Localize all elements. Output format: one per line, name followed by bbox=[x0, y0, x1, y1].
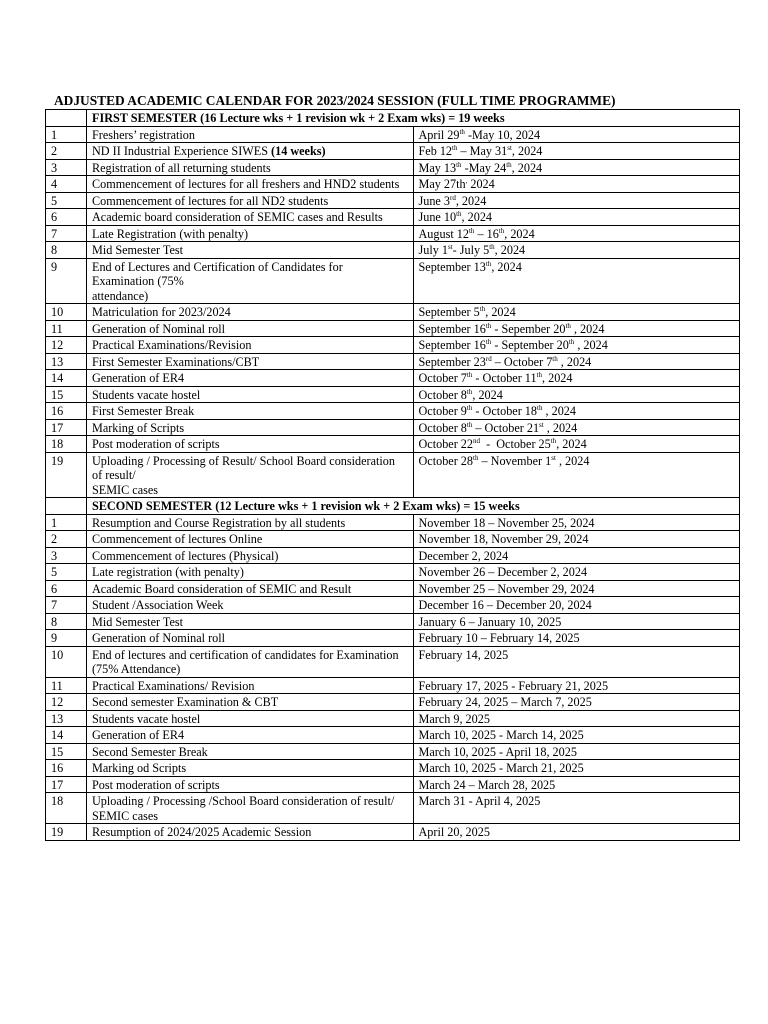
table-row bbox=[46, 176, 740, 193]
row-number: 1 bbox=[46, 514, 87, 531]
table-row bbox=[46, 793, 740, 824]
table-row bbox=[46, 677, 740, 694]
row-date: July 1st- July 5th, 2024 bbox=[413, 242, 740, 259]
row-number: 17 bbox=[46, 419, 87, 436]
row-number: 13 bbox=[46, 710, 87, 727]
row-date: August 12th – 16th, 2024 bbox=[413, 225, 740, 242]
row-date: Feb 12th – May 31st, 2024 bbox=[413, 143, 740, 160]
table-row bbox=[46, 403, 740, 420]
row-activity: Post moderation of scripts bbox=[87, 436, 414, 453]
table-row bbox=[46, 353, 740, 370]
row-activity: Academic board consideration of SEMIC cases and Results bbox=[87, 209, 414, 226]
row-date: May 13th -May 24th, 2024 bbox=[413, 159, 740, 176]
row-activity: Commencement of lectures (Physical) bbox=[87, 547, 414, 564]
row-number: 5 bbox=[46, 564, 87, 581]
row-activity: Generation of Nominal roll bbox=[87, 320, 414, 337]
row-date: September 23rd – October 7th , 2024 bbox=[413, 353, 740, 370]
row-date: December 16 – December 20, 2024 bbox=[413, 597, 740, 614]
row-number: 18 bbox=[46, 793, 87, 824]
row-activity: Students vacate hostel bbox=[87, 386, 414, 403]
row-activity: Freshers’ registration bbox=[87, 126, 414, 143]
row-number: 5 bbox=[46, 192, 87, 209]
row-activity: Resumption of 2024/2025 Academic Session bbox=[87, 824, 414, 841]
row-activity: Commencement of lectures for all ND2 students bbox=[87, 192, 414, 209]
row-number: 15 bbox=[46, 386, 87, 403]
row-activity: Post moderation of scripts bbox=[87, 776, 414, 793]
row-activity: Commencement of lectures Online bbox=[87, 531, 414, 548]
table-row bbox=[46, 225, 740, 242]
table-row bbox=[46, 824, 740, 841]
table-row bbox=[46, 143, 740, 160]
row-number: 1 bbox=[46, 126, 87, 143]
row-number: 19 bbox=[46, 824, 87, 841]
table-row bbox=[46, 630, 740, 647]
row-activity: Generation of ER4 bbox=[87, 727, 414, 744]
table-row bbox=[46, 304, 740, 321]
row-activity: ND II Industrial Experience SIWES (14 weeks) bbox=[87, 143, 414, 160]
row-activity: End of lectures and certification of candidates for Examination (75% Attendance) bbox=[87, 646, 414, 677]
table-row bbox=[46, 776, 740, 793]
row-activity: Second Semester Break bbox=[87, 743, 414, 760]
row-activity: Academic Board consideration of SEMIC and Result bbox=[87, 580, 414, 597]
row-number: 13 bbox=[46, 353, 87, 370]
table-row bbox=[46, 386, 740, 403]
row-activity: Practical Examinations/ Revision bbox=[87, 677, 414, 694]
row-date: March 31 - April 4, 2025 bbox=[413, 793, 740, 824]
row-number: 3 bbox=[46, 159, 87, 176]
table-row bbox=[46, 743, 740, 760]
row-activity: Resumption and Course Registration by all students bbox=[87, 514, 414, 531]
table-row bbox=[46, 159, 740, 176]
table-row bbox=[46, 370, 740, 387]
heading-number-cell bbox=[46, 110, 87, 127]
row-activity: Generation of Nominal roll bbox=[87, 630, 414, 647]
row-date: October 8th – October 21st , 2024 bbox=[413, 419, 740, 436]
row-number: 8 bbox=[46, 613, 87, 630]
row-number: 7 bbox=[46, 597, 87, 614]
academic-calendar-table bbox=[45, 109, 740, 841]
row-number: 4 bbox=[46, 176, 87, 193]
row-activity: Mid Semester Test bbox=[87, 613, 414, 630]
row-date: November 18, November 29, 2024 bbox=[413, 531, 740, 548]
first-semester-heading: FIRST SEMESTER (16 Lecture wks + 1 revision wk + 2 Exam wks) = 19 weeks bbox=[87, 110, 740, 127]
row-date: October 7th - October 11th, 2024 bbox=[413, 370, 740, 387]
row-number: 10 bbox=[46, 646, 87, 677]
row-number: 10 bbox=[46, 304, 87, 321]
table-row bbox=[46, 613, 740, 630]
table-row bbox=[46, 760, 740, 777]
table-row bbox=[46, 436, 740, 453]
table-row bbox=[46, 580, 740, 597]
row-date: May 27th, 2024 bbox=[413, 176, 740, 193]
calendar-table-body bbox=[46, 110, 740, 841]
row-activity: Students vacate hostel bbox=[87, 710, 414, 727]
row-activity: Generation of ER4 bbox=[87, 370, 414, 387]
table-row bbox=[46, 710, 740, 727]
document-title: ADJUSTED ACADEMIC CALENDAR FOR 2023/2024 SESSION (FULL TIME PROGRAMME) bbox=[54, 93, 616, 108]
row-date: November 26 – December 2, 2024 bbox=[413, 564, 740, 581]
row-date: January 6 – January 10, 2025 bbox=[413, 613, 740, 630]
row-number: 16 bbox=[46, 403, 87, 420]
row-number: 2 bbox=[46, 143, 87, 160]
row-date: December 2, 2024 bbox=[413, 547, 740, 564]
row-activity: First Semester Examinations/CBT bbox=[87, 353, 414, 370]
row-number: 18 bbox=[46, 436, 87, 453]
row-date: October 22nd - October 25th, 2024 bbox=[413, 436, 740, 453]
row-number: 14 bbox=[46, 727, 87, 744]
row-date: November 18 – November 25, 2024 bbox=[413, 514, 740, 531]
row-activity: Student /Association Week bbox=[87, 597, 414, 614]
heading-number-cell bbox=[46, 498, 87, 515]
second-semester-heading-row bbox=[46, 498, 740, 515]
table-row bbox=[46, 597, 740, 614]
table-row bbox=[46, 337, 740, 354]
row-number: 16 bbox=[46, 760, 87, 777]
table-row bbox=[46, 242, 740, 259]
row-date: February 14, 2025 bbox=[413, 646, 740, 677]
row-date: October 8th, 2024 bbox=[413, 386, 740, 403]
row-date: June 10th, 2024 bbox=[413, 209, 740, 226]
row-date: March 9, 2025 bbox=[413, 710, 740, 727]
row-activity: Uploading / Processing /School Board consideration of result/ SEMIC cases bbox=[87, 793, 414, 824]
row-activity: Late Registration (with penalty) bbox=[87, 225, 414, 242]
table-row bbox=[46, 531, 740, 548]
table-row bbox=[46, 320, 740, 337]
row-number: 15 bbox=[46, 743, 87, 760]
table-row bbox=[46, 727, 740, 744]
row-activity: Practical Examinations/Revision bbox=[87, 337, 414, 354]
row-activity: Marking of Scripts bbox=[87, 419, 414, 436]
row-activity: Uploading / Processing of Result/ School Board consideration of result/ SEMIC cases bbox=[87, 452, 414, 498]
row-number: 9 bbox=[46, 258, 87, 304]
row-number: 12 bbox=[46, 337, 87, 354]
row-date: April 20, 2025 bbox=[413, 824, 740, 841]
row-number: 6 bbox=[46, 580, 87, 597]
row-activity: Second semester Examination & CBT bbox=[87, 694, 414, 711]
table-row bbox=[46, 258, 740, 304]
row-activity: End of Lectures and Certification of Candidates for Examination (75% attendance) bbox=[87, 258, 414, 304]
table-row bbox=[46, 419, 740, 436]
row-number: 14 bbox=[46, 370, 87, 387]
row-activity: Late registration (with penalty) bbox=[87, 564, 414, 581]
row-activity: Registration of all returning students bbox=[87, 159, 414, 176]
row-number: 17 bbox=[46, 776, 87, 793]
table-row bbox=[46, 564, 740, 581]
table-row bbox=[46, 209, 740, 226]
row-number: 2 bbox=[46, 531, 87, 548]
table-row bbox=[46, 646, 740, 677]
row-activity: Marking od Scripts bbox=[87, 760, 414, 777]
row-date: February 10 – February 14, 2025 bbox=[413, 630, 740, 647]
row-date: November 25 – November 29, 2024 bbox=[413, 580, 740, 597]
row-number: 8 bbox=[46, 242, 87, 259]
row-date: March 10, 2025 - March 14, 2025 bbox=[413, 727, 740, 744]
row-activity: First Semester Break bbox=[87, 403, 414, 420]
row-date: March 24 – March 28, 2025 bbox=[413, 776, 740, 793]
row-date: October 9th - October 18th , 2024 bbox=[413, 403, 740, 420]
row-activity: Mid Semester Test bbox=[87, 242, 414, 259]
table-row bbox=[46, 694, 740, 711]
row-number: 19 bbox=[46, 452, 87, 498]
second-semester-heading: SECOND SEMESTER (12 Lecture wks + 1 revision wk + 2 Exam wks) = 15 weeks bbox=[87, 498, 740, 515]
row-number: 7 bbox=[46, 225, 87, 242]
row-activity: Commencement of lectures for all freshers and HND2 students bbox=[87, 176, 414, 193]
row-number: 12 bbox=[46, 694, 87, 711]
row-date: March 10, 2025 - March 21, 2025 bbox=[413, 760, 740, 777]
row-date: September 13th, 2024 bbox=[413, 258, 740, 304]
row-date: September 16th - September 20th , 2024 bbox=[413, 337, 740, 354]
row-date: February 24, 2025 – March 7, 2025 bbox=[413, 694, 740, 711]
table-row bbox=[46, 514, 740, 531]
table-row bbox=[46, 547, 740, 564]
row-number: 6 bbox=[46, 209, 87, 226]
row-date: February 17, 2025 - February 21, 2025 bbox=[413, 677, 740, 694]
row-date: September 16th - Sepember 20th , 2024 bbox=[413, 320, 740, 337]
table-row bbox=[46, 452, 740, 498]
row-date: June 3rd, 2024 bbox=[413, 192, 740, 209]
table-row bbox=[46, 192, 740, 209]
row-date: March 10, 2025 - April 18, 2025 bbox=[413, 743, 740, 760]
row-number: 3 bbox=[46, 547, 87, 564]
row-number: 11 bbox=[46, 677, 87, 694]
row-date: September 5th, 2024 bbox=[413, 304, 740, 321]
row-activity: Matriculation for 2023/2024 bbox=[87, 304, 414, 321]
row-number: 11 bbox=[46, 320, 87, 337]
first-semester-heading-row bbox=[46, 110, 740, 127]
row-date: October 28th – November 1st , 2024 bbox=[413, 452, 740, 498]
row-date: April 29th -May 10, 2024 bbox=[413, 126, 740, 143]
table-row bbox=[46, 126, 740, 143]
row-number: 9 bbox=[46, 630, 87, 647]
